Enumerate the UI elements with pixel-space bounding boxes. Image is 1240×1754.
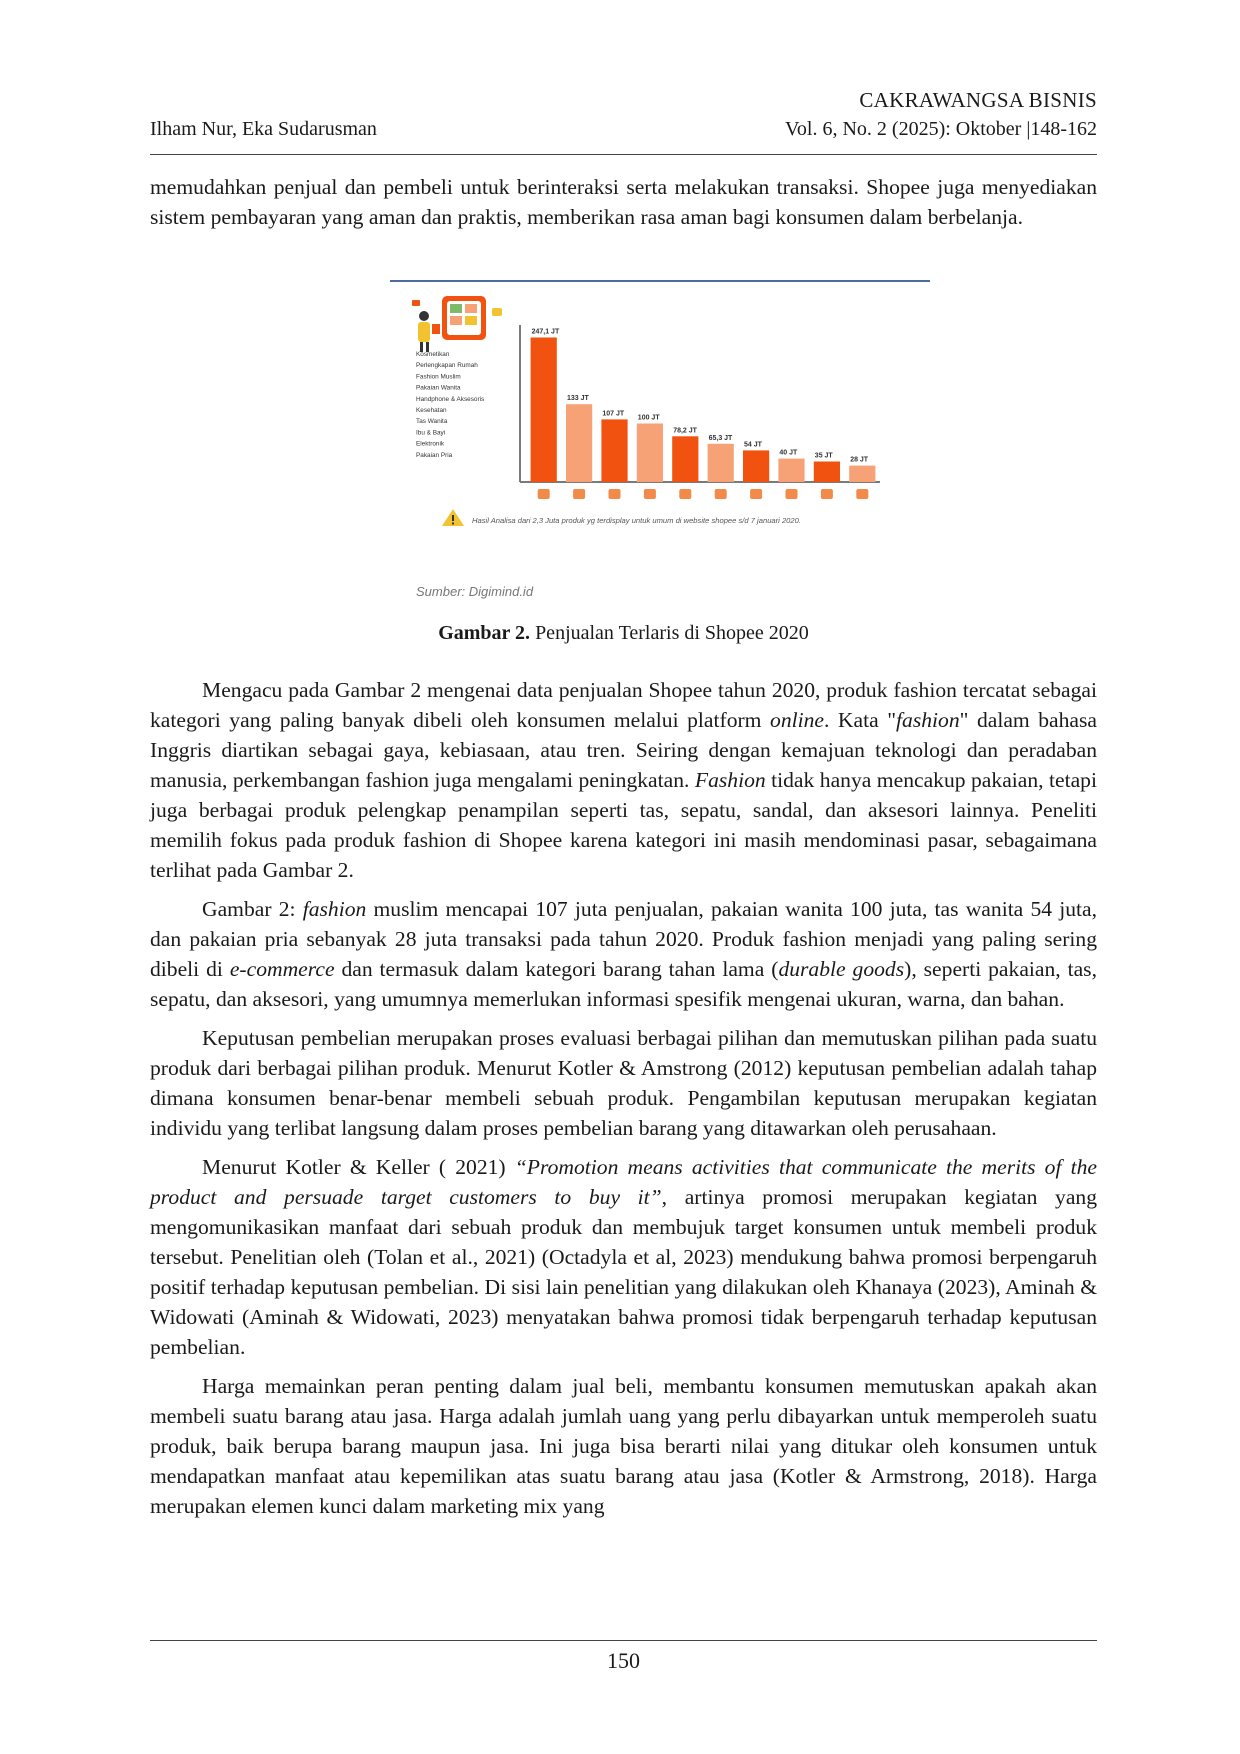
page-number: 150 xyxy=(607,1648,640,1673)
bar-value-label: 107 JT xyxy=(602,410,625,418)
category-icon xyxy=(573,489,585,499)
bar xyxy=(849,466,875,482)
shopping-illustration-icon xyxy=(412,296,502,352)
bar xyxy=(743,450,769,482)
bar xyxy=(637,424,663,483)
legend-category-label: Handphone & Aksesoris xyxy=(416,395,485,403)
category-icon xyxy=(679,489,691,499)
bar xyxy=(672,436,698,482)
caption-label: Gambar 2. xyxy=(438,622,531,644)
bar-value-label: 40 JT xyxy=(779,449,798,457)
note-warning-icon xyxy=(442,509,464,526)
category-icon xyxy=(715,489,727,499)
text-run: . Kata " xyxy=(824,708,897,732)
figure-note: Hasil Analisa dari 2,3 Juta produk yg terdisplay untuk umum di website shopee s/d 7 januari 2020. xyxy=(472,516,801,525)
legend-category-label: Elektronik xyxy=(416,440,445,448)
figure-top-rule xyxy=(390,280,930,282)
text-run: tidak hanya mencakup pakaian, tetapi juga berbagai produk pelengkap penampilan seperti tas, sepatu, sandal, dan aksesori lainnya. Peneliti memilih fokus pada produk fashion di Shopee karena kategori ini masih mendominasi pasar, sebagaimana terlihat pada Gambar 2. xyxy=(150,768,1097,882)
legend-category-label: Tas Wanita xyxy=(416,418,448,426)
italic-text: Fashion xyxy=(694,768,766,792)
italic-text: online xyxy=(770,708,824,732)
category-icon xyxy=(609,489,621,499)
italic-text: e-commerce xyxy=(229,957,335,981)
body-paragraph xyxy=(150,1152,1097,1362)
bar-value-label: 78,2 JT xyxy=(673,427,697,435)
footer-rule xyxy=(150,1640,1097,1641)
legend-category-label: Perlengkapan Rumah xyxy=(416,362,478,370)
intro-text xyxy=(150,172,1097,241)
body-paragraph xyxy=(150,675,1097,885)
figure-2 xyxy=(390,280,930,610)
body-paragraph xyxy=(150,894,1097,1014)
body-paragraph xyxy=(150,1371,1097,1521)
bar-chart xyxy=(390,280,930,610)
caption-text: Penjualan Terlaris di Shopee 2020 xyxy=(530,622,809,644)
bar-value-label: 100 JT xyxy=(637,414,660,422)
legend-category-label: Pakaian Pria xyxy=(416,451,453,459)
legend-category-label: Fashion Muslim xyxy=(416,373,461,381)
figure-caption xyxy=(150,622,1097,645)
journal-page xyxy=(150,0,1097,1754)
bar-value-label: 35 JT xyxy=(814,452,833,460)
text-run: Mengacu pada Gambar 2 mengenai data penjualan Shopee tahun 2020, produk fashion tercatat sebagai kategori yang paling banyak dibeli oleh konsumen melalui platform xyxy=(150,678,1097,732)
category-icon xyxy=(856,489,868,499)
text-run: dan termasuk dalam kategori barang tahan lama ( xyxy=(334,957,779,981)
running-header xyxy=(150,88,1097,155)
category-icon xyxy=(538,489,550,499)
italic-text: “Promotion means activities that communicate the merits of the product and persuade target customers to buy it” xyxy=(150,1155,1097,1209)
text-run: Menurut Kotler & Keller ( 2021) xyxy=(202,1155,515,1179)
italic-text: durable goods xyxy=(778,957,905,981)
bar-value-label: 65,3 JT xyxy=(708,434,733,442)
text-run: Harga memainkan peran penting dalam jual beli, membantu konsumen memutuskan apakah akan membeli suatu barang atau jasa. Harga adalah jumlah uang yang perlu dibayarkan untuk memperoleh suatu produk, baik berupa barang maupun jasa. Ini juga bisa berarti nilai yang ditukar oleh konsumen untuk mendapatkan manfaat atau kepemilikan atas suatu barang atau jasa (Kotler & Armstrong, 2018). Harga merupakan elemen kunci dalam marketing mix yang xyxy=(150,1374,1097,1518)
bar-value-label: 247,1 JT xyxy=(531,328,560,336)
body-paragraph xyxy=(150,1023,1097,1143)
text-run: Keputusan pembelian merupakan proses evaluasi berbagai pilihan dan memutuskan pilihan pada suatu produk dari berbagai pilihan produk. Menurut Kotler & Amstrong (2012) keputusan pembelian adalah tahap dimana konsumen benar-benar membeli sebuah produk. Pengambilan keputusan merupakan kegiatan individu yang terlibat langsung dalam proses pembelian barang yang ditawarkan oleh perusahaan. xyxy=(150,1026,1097,1140)
text-run: Gambar 2: xyxy=(202,897,303,921)
legend-category-label: Ibu & Bayi xyxy=(416,429,446,437)
text-run: muslim mencapai 107 juta penjualan, pakaian wanita 100 juta, tas wanita 54 juta, dan pakaian pria sebanyak 28 juta transaksi pada tahun 2020. Produk fashion menjadi yang paling sering dibeli di xyxy=(150,897,1097,981)
bar xyxy=(778,459,804,482)
bar xyxy=(531,338,557,483)
bar-value-label: 54 JT xyxy=(744,441,762,449)
bar xyxy=(814,462,840,483)
intro-paragraph: memudahkan penjual dan pembeli untuk berinteraksi serta melakukan transaksi. Shopee juga menyediakan sistem pembayaran yang aman dan praktis, memberikan rasa aman bagi konsumen dalam berbelanja. xyxy=(150,175,1097,229)
bar xyxy=(566,404,592,482)
text-run: " dalam bahasa Inggris diartikan sebagai gaya, kebiasaan, atau tren. Seiring dengan kemajuan teknologi dan peradaban manusia, perkembangan fashion juga mengalami peningkatan. xyxy=(150,708,1097,792)
legend-category-label: Kesehatan xyxy=(416,407,447,414)
italic-text: fashion xyxy=(302,897,367,921)
bar-value-label: 28 JT xyxy=(850,456,869,464)
italic-text: fashion xyxy=(896,708,960,732)
category-icon xyxy=(644,489,656,499)
bar-value-label: 133 JT xyxy=(567,395,589,403)
figure-source: Sumber: Digimind.id xyxy=(416,584,534,599)
text-run: ), seperti pakaian, tas, sepatu, dan aksesori, yang umumnya memerlukan informasi spesifik mengenai ukuran, warna, dan bahan. xyxy=(150,957,1097,1011)
category-icon xyxy=(750,489,762,499)
bar xyxy=(601,419,627,482)
legend-category-label: Kosmetikan xyxy=(416,351,450,358)
bar xyxy=(708,444,734,482)
category-icon xyxy=(821,489,833,499)
category-icon xyxy=(786,489,798,499)
author-names: Ilham Nur, Eka Sudarusman xyxy=(150,118,377,140)
journal-title: CAKRAWANGSA BISNIS xyxy=(859,88,1097,112)
volume-info: Vol. 6, No. 2 (2025): Oktober |148-162 xyxy=(785,118,1097,140)
legend-category-label: Pakaian Wanita xyxy=(416,384,461,392)
text-run: , artinya promosi merupakan kegiatan yang mengomunikasikan manfaat dari sebuah produk dan membujuk target konsumen untuk membeli produk tersebut. Penelitian oleh (Tolan et al., 2021) (Octadyla et al, 2023) mendukung bahwa promosi berpengaruh positif terhadap keputusan pembelian. Di sisi lain penelitian yang dilakukan oleh Khanaya (2023), Aminah & Widowati (Aminah & Widowati, 2023) menyatakan bahwa promosi tidak berpengaruh terhadap keputusan pembelian. xyxy=(150,1185,1097,1359)
main-body-text xyxy=(150,675,1097,1530)
